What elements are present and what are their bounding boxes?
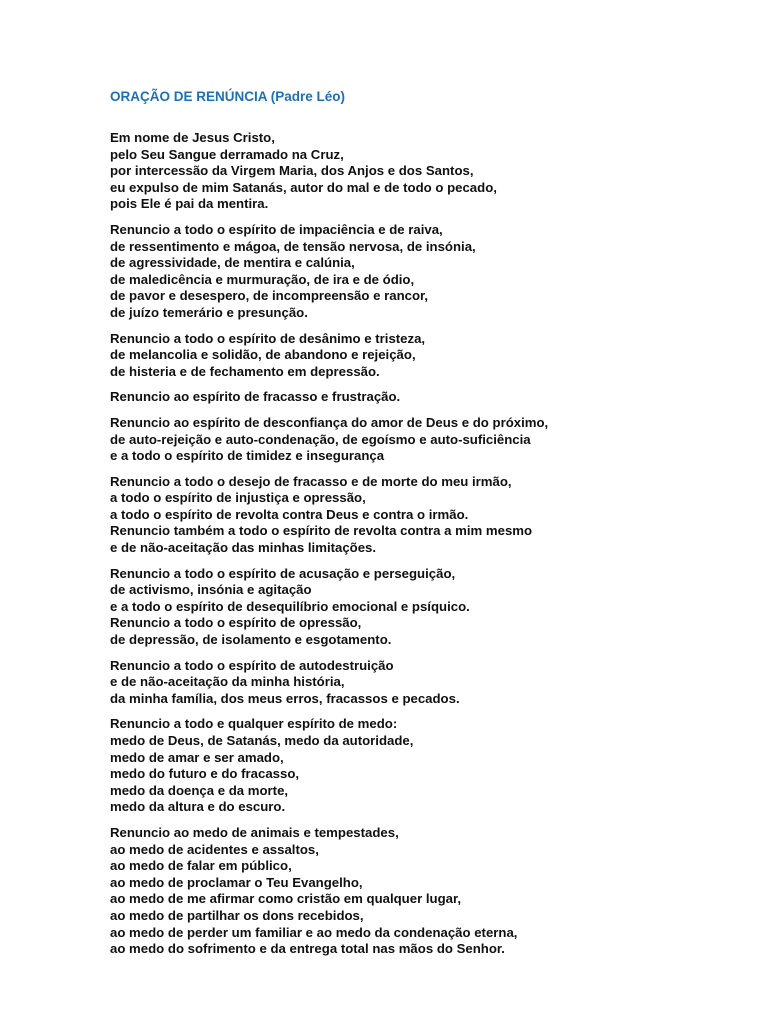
prayer-line: Renuncio a todo o espírito de opressão, [110, 615, 362, 631]
prayer-line: ao medo do sofrimento e da entrega total nas mãos do Senhor. [110, 941, 505, 957]
prayer-line: de maledicência e murmuração, de ira e de ódio, [110, 271, 415, 287]
prayer-line: Renuncio a todo o espírito de autodestruição [110, 657, 394, 673]
prayer-body [110, 130, 750, 958]
prayer-line: Renuncio a todo o espírito de impaciência e de raiva, [110, 221, 443, 237]
document-page [110, 88, 750, 967]
prayer-stanza [110, 474, 750, 557]
prayer-line: eu expulso de mim Satanás, autor do mal e de todo o pecado, [110, 179, 497, 195]
prayer-line: por intercessão da Virgem Maria, dos Anjos e dos Santos, [110, 163, 474, 179]
prayer-line: ao medo de acidentes e assaltos, [110, 841, 319, 857]
prayer-line: de activismo, insónia e agitação [110, 582, 312, 598]
prayer-line: de histeria e de fechamento em depressão. [110, 363, 380, 379]
prayer-line: ao medo de falar em público, [110, 858, 292, 874]
prayer-line: medo do futuro e do fracasso, [110, 766, 300, 782]
prayer-line: Renuncio também a todo o espírito de revolta contra a mim mesmo [110, 523, 533, 539]
prayer-line: a todo o espírito de revolta contra Deus e contra o irmão. [110, 506, 469, 522]
prayer-stanza [110, 130, 750, 213]
prayer-line: Renuncio ao espírito de fracasso e frustração. [110, 389, 401, 405]
prayer-line: Renuncio a todo o desejo de fracasso e de morte do meu irmão, [110, 473, 512, 489]
prayer-line: medo de Deus, de Satanás, medo da autoridade, [110, 733, 414, 748]
prayer-line: da minha família, dos meus erros, fracassos e pecados. [110, 690, 460, 706]
prayer-stanza [110, 222, 750, 322]
prayer-line: e de não-aceitação da minha história, [110, 674, 345, 690]
prayer-line: medo de amar e ser amado, [110, 749, 284, 765]
prayer-stanza [110, 331, 750, 381]
prayer-line: pelo Seu Sangue derramado na Cruz, [110, 146, 344, 162]
prayer-line: de agressividade, de mentira e calúnia, [110, 255, 355, 271]
prayer-line: e a todo o espírito de timidez e insegurança [110, 448, 385, 464]
prayer-line: de juízo temerário e presunção. [110, 304, 308, 320]
prayer-line: pois Ele é pai da mentira. [110, 196, 269, 212]
prayer-line: Renuncio a todo o espírito de acusação e perseguição, [110, 565, 456, 581]
prayer-line: Renuncio ao medo de animais e tempestades, [110, 824, 399, 840]
prayer-line: e a todo o espírito de desequilíbrio emocional e psíquico. [110, 598, 470, 614]
prayer-line: ao medo de partilhar os dons recebidos, [110, 907, 364, 923]
document-title: ORAÇÃO DE RENÚNCIA (Padre Léo) [110, 89, 346, 104]
prayer-line: ao medo de me afirmar como cristão em qualquer lugar, [110, 891, 462, 907]
prayer-line: de melancolia e solidão, de abandono e rejeição, [110, 347, 416, 363]
prayer-line: medo da altura e do escuro. [110, 799, 286, 815]
prayer-stanza [110, 658, 750, 708]
prayer-stanza [110, 389, 750, 406]
prayer-line: e de não-aceitação das minhas limitações. [110, 540, 377, 556]
prayer-line: de pavor e desespero, de incompreensão e rancor, [110, 288, 429, 304]
prayer-stanza [110, 415, 750, 465]
prayer-stanza [110, 716, 750, 816]
prayer-line: Renuncio a todo e qualquer espírito de medo: [110, 716, 398, 732]
prayer-line: Em nome de Jesus Cristo, [110, 130, 275, 145]
prayer-line: Renuncio ao espírito de desconfiança do amor de Deus e do próximo, [110, 414, 549, 430]
prayer-line: de ressentimento e mágoa, de tensão nervosa, de insónia, [110, 238, 476, 254]
prayer-line: Renuncio a todo o espírito de desânimo e tristeza, [110, 330, 426, 346]
prayer-line: ao medo de perder um familiar e ao medo da condenação eterna, [110, 924, 518, 940]
prayer-line: medo da doença e da morte, [110, 782, 289, 798]
prayer-line: ao medo de proclamar o Teu Evangelho, [110, 874, 363, 890]
prayer-stanza [110, 825, 750, 958]
prayer-line: de depressão, de isolamento e esgotamento. [110, 632, 392, 648]
prayer-stanza [110, 566, 750, 649]
prayer-line: a todo o espírito de injustiça e opressão, [110, 490, 366, 506]
prayer-line: de auto-rejeição e auto-condenação, de egoísmo e auto-suficiência [110, 431, 531, 447]
